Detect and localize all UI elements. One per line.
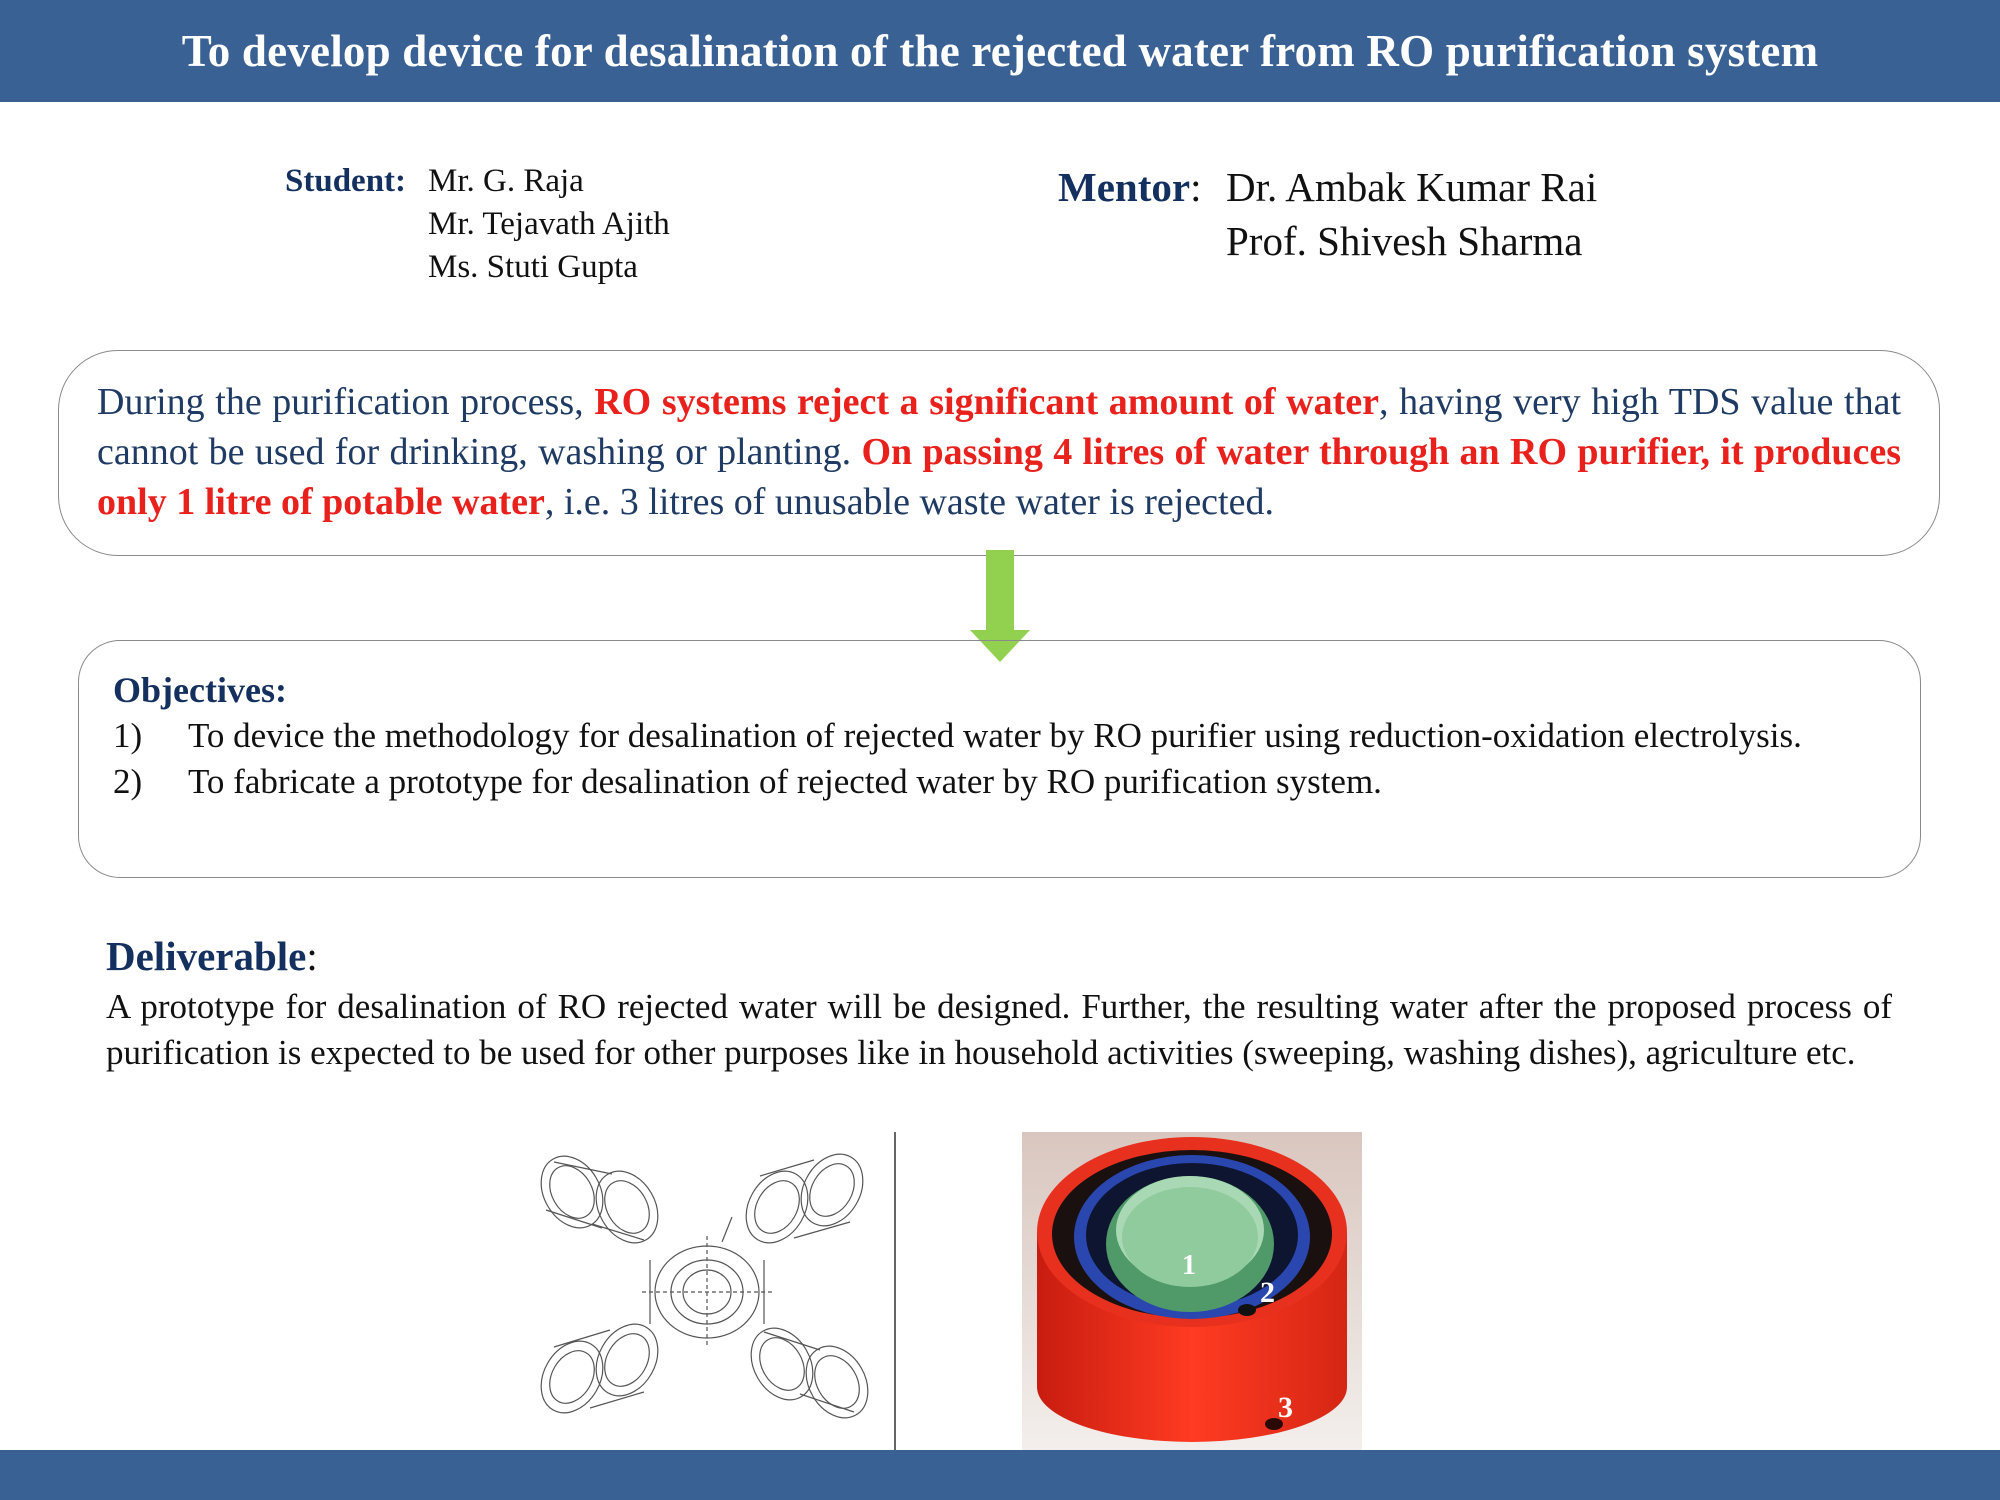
deliverable-title-text: Deliverable (106, 933, 307, 979)
objective-item (113, 759, 1886, 805)
footer-bar (0, 1450, 2000, 1500)
student-names (428, 160, 670, 289)
title-bar (0, 0, 2000, 102)
page-title: To develop device for desalination of the rejected water from RO purification system (181, 26, 1819, 76)
student-name: Ms. Stuti Gupta (428, 249, 638, 285)
figure-label-1: 1 (1182, 1250, 1196, 1281)
student-label: Student: (285, 163, 407, 199)
figure-label-2: 2 (1260, 1276, 1275, 1309)
deliverable-title (106, 928, 1892, 984)
problem-highlight: On passing 4 litres of water through an RO purifier, it produces only 1 litre of potable water (97, 431, 1901, 523)
objective-item (113, 713, 1886, 759)
student-name: Mr. Tejavath Ajith (428, 206, 670, 242)
mentor-colon: : (1190, 164, 1202, 210)
problem-highlight: RO systems reject a significant amount of water (594, 381, 1380, 423)
problem-statement-box (58, 350, 1940, 556)
mentor-names (1226, 160, 1597, 268)
mentor-name: Dr. Ambak Kumar Rai (1226, 164, 1598, 210)
prototype-render-figure (1022, 1132, 1362, 1450)
objective-text: To device the methodology for desalination of rejected water by RO purifier using reduction-oxidation electrolysis. (188, 716, 1802, 755)
problem-text-part: , i.e. 3 litres of unusable waste water is rejected. (544, 481, 1274, 523)
objectives-box (78, 640, 1921, 878)
problem-statement (97, 377, 1901, 527)
deliverable-text: A prototype for desalination of RO rejected water will be designed. Further, the resulting water after the proposed process of purification is expected to be used for other purposes like in household activities (sweeping, washing dishes), agriculture etc. (106, 987, 1892, 1072)
objective-text: To fabricate a prototype for desalination of rejected water by RO purification system. (188, 762, 1382, 801)
deliverable-section (106, 928, 1892, 1076)
mentor-name: Prof. Shivesh Sharma (1226, 218, 1583, 264)
student-name: Mr. G. Raja (428, 163, 584, 199)
problem-text-part: , having very high TDS value that cannot be used for drinking, washing or planting. (97, 381, 1901, 473)
objective-number: 1) (113, 716, 143, 755)
deliverable-colon: : (306, 933, 318, 979)
mentor-label (1058, 160, 1201, 214)
problem-text-part: During the purification process, (97, 381, 595, 423)
objective-number: 2) (113, 762, 143, 801)
figure-label-3: 3 (1278, 1391, 1293, 1424)
technical-drawing-figure (532, 1132, 897, 1450)
mentor-label-text: Mentor (1058, 164, 1191, 210)
objectives-title: Objectives: (113, 670, 287, 710)
